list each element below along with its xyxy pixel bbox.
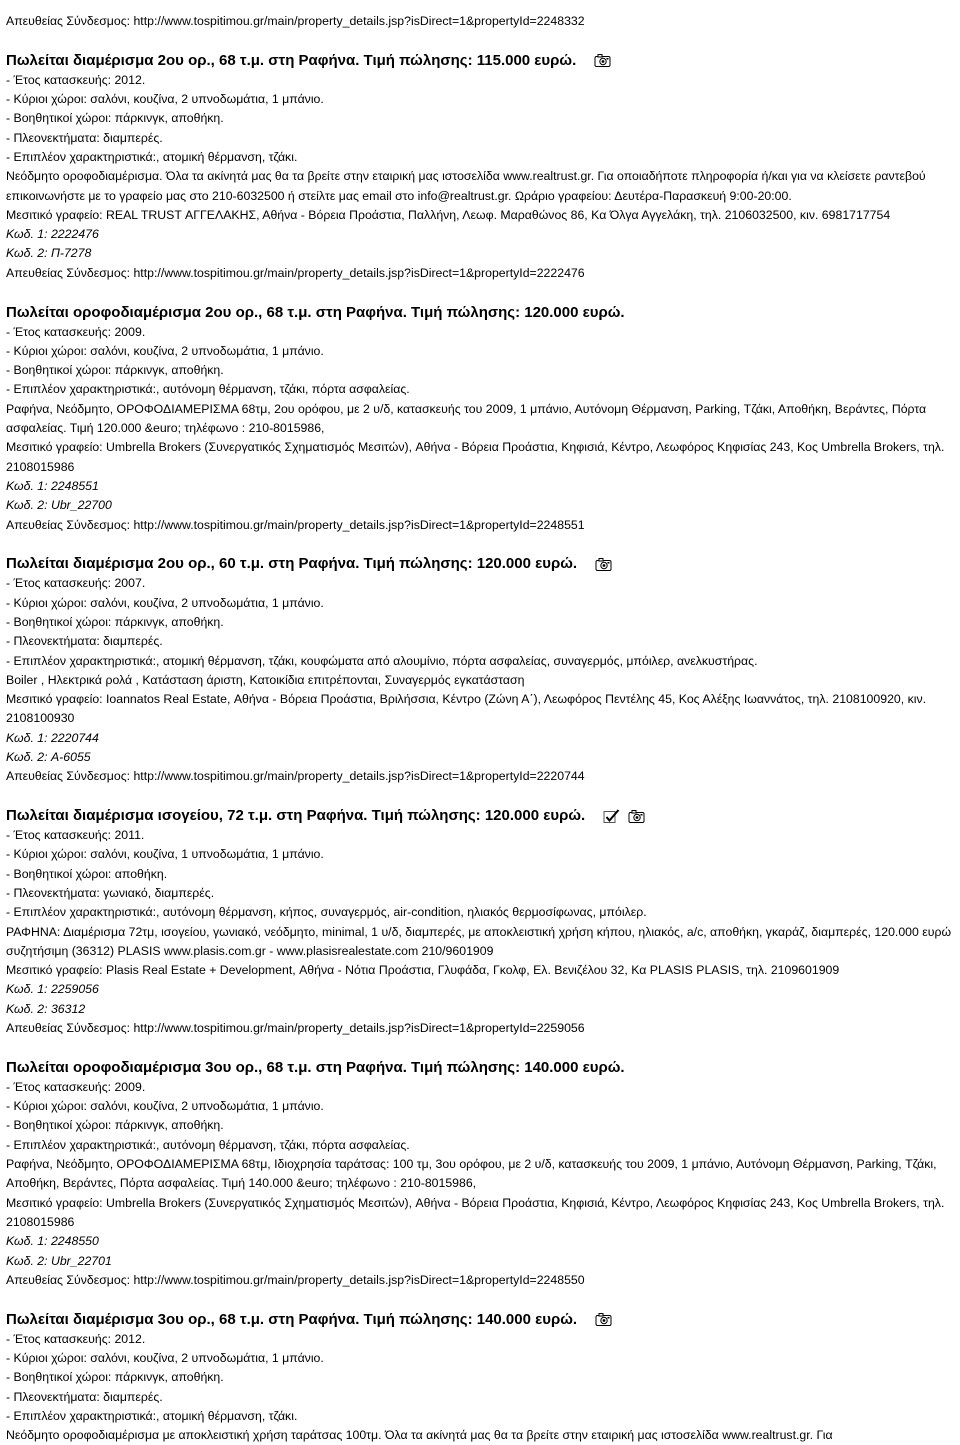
listing-feature: - Κύριοι χώροι: σαλόνι, κουζίνα, 2 υπνοδωμάτια, 1 μπάνιο. [6,343,324,358]
listing-feature: - Βοηθητικοί χώροι: πάρκινγκ, αποθήκη. [6,363,224,378]
camera-icon[interactable] [628,809,645,824]
listing-code-2: Κωδ. 2: Ubr_22700 [6,498,112,513]
listing-title-text: Πωλείται διαμέρισμα 3ου ορ., 68 τ.μ. στη Ραφήνα. Τιμή πώλησης: 140.000 ευρώ. [6,1310,578,1328]
spacer [6,787,954,807]
listing-feature: - Κύριοι χώροι: σαλόνι, κουζίνα, 1 υπνοδωμάτια, 1 μπάνιο. [6,847,324,862]
direct-link[interactable]: Απευθείας Σύνδεσμος: http://www.tospitimou.gr/main/property_details.jsp?isDirect=1&propertyId=2248332 [6,14,585,28]
listing-feature: - Κύριοι χώροι: σαλόνι, κουζίνα, 2 υπνοδωμάτια, 1 μπάνιο. [6,92,324,107]
listing-description: Ραφήνα, Νεόδμητο, ΟΡΟΦΟΔΙΑΜΕΡΙΣΜΑ 68τμ, 2ου ορόφου, με 2 υ/δ, κατασκευής του 2009, 1 μπάνιο, Αυτόνομη Θέρμανση, Parking, Τζάκι, Αποθήκη, Βεράντες, Πόρτα ασφαλείας. Τιμή 120.000 &euro; τηλέφωνο : 210-8015986, [6,401,927,436]
listing-feature: - Κύριοι χώροι: σαλόνι, κουζίνα, 2 υπνοδωμάτια, 1 μπάνιο. [6,595,324,610]
agent-info: Μεσιτικό γραφείο: Umbrella Brokers (Συνεργατικός Σχηματισμός Μεσιτών), Αθήνα - Βόρεια Προάστια, Κηφισιά, Κέντρο, Λεωφόρος Κηφισίας 243, Κος Umbrella Brokers, τηλ. 2108015986 [6,1195,945,1229]
agent-info: Μεσιτικό γραφείο: REAL TRUST ΑΓΓΕΛΑΚΗΣ, Αθήνα - Βόρεια Προάστια, Παλλήνη, Λεωφ. Μαραθώνος 86, Κα Όλγα Αγγελάκη, τηλ. 2106032500, κιν. 6981717754 [6,207,891,222]
listing-feature: - Επιπλέον χαρακτηριστικά:, ατομική θέρμανση, τζάκι. [6,149,298,164]
listing-feature: - Πλεονεκτήματα: διαμπερές. [6,634,163,649]
checkbox-icon[interactable] [603,809,620,824]
listing-feature: - Επιπλέον χαρακτηριστικά:, ατομική θέρμανση, τζάκι, κουφώματα από αλουμίνιο, πόρτα ασφαλείας, συναγερμός, μπόιλερ, ανελκυστήρας. [6,653,758,668]
agent-info: Μεσιτικό γραφείο: Plasis Real Estate + Development, Αθήνα - Νότια Προάστια, Γλυφάδα, Γκολφ, Ελ. Βενιζέλου 32, Κα PLASIS PLASIS, τηλ. 2109601909 [6,963,840,978]
listing-feature: - Πλεονεκτήματα: γωνιακό, διαμπερές. [6,885,215,900]
listing-description: Νεόδμητο οροφοδιαμέρισμα με αποκλειστική χρήση ταράτσας 100τμ. Όλα τα ακίνητά μας θα τα βρείτε στην εταιρική μας ιστοσελίδα www.realtrust.gr. Για [6,1428,833,1443]
listing-icons [594,53,611,68]
listing-feature: - Επιπλέον χαρακτηριστικά:, αυτόνομη θέρμανση, τζάκι, πόρτα ασφαλείας. [6,1137,410,1152]
agent-info: Μεσιτικό γραφείο: Ioannatos Real Estate, Αθήνα - Βόρεια Προάστια, Βριλήσσια, Κέντρο (Ζώνη Α΄), Λεωφόρος Πεντέλης 45, Κος Αλέξης Ιωαννάτος, τηλ. 2108100920, κιν. 2108100930 [6,692,927,726]
listing-feature: - Έτος κατασκευής: 2009. [6,1079,146,1094]
camera-icon[interactable] [595,1312,612,1327]
direct-link[interactable]: Απευθείας Σύνδεσμος: http://www.tospitimou.gr/main/property_details.jsp?isDirect=1&propertyId=2222476 [6,265,585,280]
listing-feature: - Βοηθητικοί χώροι: αποθήκη. [6,866,168,881]
spacer [6,31,954,51]
listing-title [6,1058,954,1078]
listing-code-2: Κωδ. 2: Ubr_22701 [6,1253,112,1268]
listing-description: Νεόδμητο οροφοδιαμέρισμα. Όλα τα ακίνητά μας θα τα βρείτε στην εταιρική μας ιστοσελίδα www.realtrust.gr. Για οποιαδήποτε πληροφορία ή/και για να κλείσετε ραντεβού επικοινωνήστε με το γραφείο μας στο 210-6032500 ή στείλτε μας email στο info@realtrust.gr. Ωράριο γραφείου: Δευτέρα-Παρασκευή 9:00-20:00. [6,169,926,203]
spacer [6,1038,954,1058]
direct-link[interactable]: Απευθείας Σύνδεσμος: http://www.tospitimou.gr/main/property_details.jsp?isDirect=1&propertyId=2259056 [6,1021,585,1036]
spacer [6,1290,954,1310]
spacer [6,283,954,303]
listing-code-1: Κωδ. 1: 2259056 [6,982,99,997]
direct-link[interactable]: Απευθείας Σύνδεσμος: http://www.tospitimou.gr/main/property_details.jsp?isDirect=1&propertyId=2248550 [6,1272,585,1287]
listing-title [6,51,954,71]
listing-feature: - Βοηθητικοί χώροι: πάρκινγκ, αποθήκη. [6,111,224,126]
listing-code-1: Κωδ. 1: 2248550 [6,1234,99,1249]
listing-title-text: Πωλείται οροφοδιαμέρισμα 3ου ορ., 68 τ.μ. στη Ραφήνα. Τιμή πώλησης: 140.000 ευρώ. [6,1058,625,1076]
listing-icons [595,557,612,572]
listing-feature: - Πλεονεκτήματα: διαμπερές. [6,1389,163,1404]
listing-description: Boiler , Ηλεκτρικά ρολά , Κατάσταση άριστη, Κατοικίδια επιτρέπονται, Συναγερμός εγκατάσταση [6,672,525,687]
listing-title [6,1310,954,1330]
direct-link[interactable]: Απευθείας Σύνδεσμος: http://www.tospitimou.gr/main/property_details.jsp?isDirect=1&propertyId=2248551 [6,517,585,532]
listing-feature: - Επιπλέον χαρακτηριστικά:, αυτόνομη θέρμανση, τζάκι, πόρτα ασφαλείας. [6,382,410,397]
listing-description: Ραφήνα, Νεόδμητο, ΟΡΟΦΟΔΙΑΜΕΡΙΣΜΑ 68τμ, Ιδιοχρησία ταράτσας: 100 τμ, 3ου ορόφου, με 2 υ/δ, κατασκευής του 2009, 1 μπάνιο, Αυτόνομη Θέρμανση, Parking, Τζάκι, Αποθήκη, Βεράντες, Πόρτα ασφαλείας. Τιμή 140.000 &euro; τηλέφωνο : 210-8015986, [6,1157,937,1191]
listing-title-text: Πωλείται οροφοδιαμέρισμα 2ου ορ., 68 τ.μ. στη Ραφήνα. Τιμή πώλησης: 120.000 ευρώ. [6,303,625,321]
listing-feature: - Βοηθητικοί χώροι: πάρκινγκ, αποθήκη. [6,614,224,629]
listing-feature: - Επιπλέον χαρακτηριστικά:, ατομική θέρμανση, τζάκι. [6,1408,298,1423]
listing-title [6,303,954,323]
listing-feature: - Βοηθητικοί χώροι: πάρκινγκ, αποθήκη. [6,1370,224,1385]
listing-code-2: Κωδ. 2: A-6055 [6,750,91,764]
listing-feature: - Πλεονεκτήματα: διαμπερές. [6,130,163,145]
agent-info: Μεσιτικό γραφείο: Umbrella Brokers (Συνεργατικός Σχηματισμός Μεσιτών), Αθήνα - Βόρεια Προάστια, Κηφισιά, Κέντρο, Λεωφόρος Κηφισίας 243, Κος Umbrella Brokers, τηλ. 2108015986 [6,440,945,474]
camera-icon[interactable] [594,53,611,68]
listing-title-text: Πωλείται διαμέρισμα 2ου ορ., 68 τ.μ. στη Ραφήνα. Τιμή πώλησης: 115.000 ευρώ. [6,51,577,69]
listing-icons [603,809,645,824]
listing-feature: - Κύριοι χώροι: σαλόνι, κουζίνα, 2 υπνοδωμάτια, 1 μπάνιο. [6,1099,324,1114]
listing-title-text: Πωλείται διαμέρισμα 2ου ορ., 60 τ.μ. στη Ραφήνα. Τιμή πώλησης: 120.000 ευρώ. [6,555,578,573]
listing-feature: - Έτος κατασκευής: 2009. [6,324,146,339]
spacer [6,535,954,555]
listing-feature: - Έτος κατασκευής: 2012. [6,72,146,87]
listing-code-1: Κωδ. 1: 2220744 [6,730,99,745]
listing-code-2: Κωδ. 2: 36312 [6,1001,86,1016]
listing-feature: - Έτος κατασκευής: 2007. [6,576,146,591]
listing-code-1: Κωδ. 1: 2248551 [6,478,99,493]
camera-icon[interactable] [595,557,612,572]
listing-feature: - Έτος κατασκευής: 2011. [6,828,145,843]
listing-description: ΡΑΦΗΝΑ: Διαμέρισμα 72τμ, ισογείου, γωνιακό, νεόδμητο, minimal, 1 υ/δ, διαμπερές, με αποκλειστική χρήση κήπου, ηλιακός, a/c, αποθήκη, γκαράζ, διαμπερές, 120.000 ευρώ συζητήσιμη (36312) PLASIS www.plasis.com.gr - www.plasisrealestate.com 210/9601909 [6,924,952,958]
listing-feature: - Κύριοι χώροι: σαλόνι, κουζίνα, 2 υπνοδωμάτια, 1 μπάνιο. [6,1350,324,1365]
listing-code-2: Κωδ. 2: Π-7278 [6,246,92,261]
listing-title-text: Πωλείται διαμέρισμα ισογείου, 72 τ.μ. στη Ραφήνα. Τιμή πώλησης: 120.000 ευρώ. [6,807,586,825]
direct-link[interactable]: Απευθείας Σύνδεσμος: http://www.tospitimou.gr/main/property_details.jsp?isDirect=1&propertyId=2220744 [6,769,585,784]
listing-title [6,806,954,826]
listing-feature: - Βοηθητικοί χώροι: πάρκινγκ, αποθήκη. [6,1118,224,1133]
listing-code-1: Κωδ. 1: 2222476 [6,227,99,242]
listing-title [6,554,954,574]
listing-icons [595,1312,612,1327]
listing-feature: - Επιπλέον χαρακτηριστικά:, αυτόνομη θέρμανση, κήπος, συναγερμός, air-condition, ηλιακός θερμοσίφωνας, μπόιλερ. [6,905,647,920]
listing-feature: - Έτος κατασκευής: 2012. [6,1331,146,1346]
